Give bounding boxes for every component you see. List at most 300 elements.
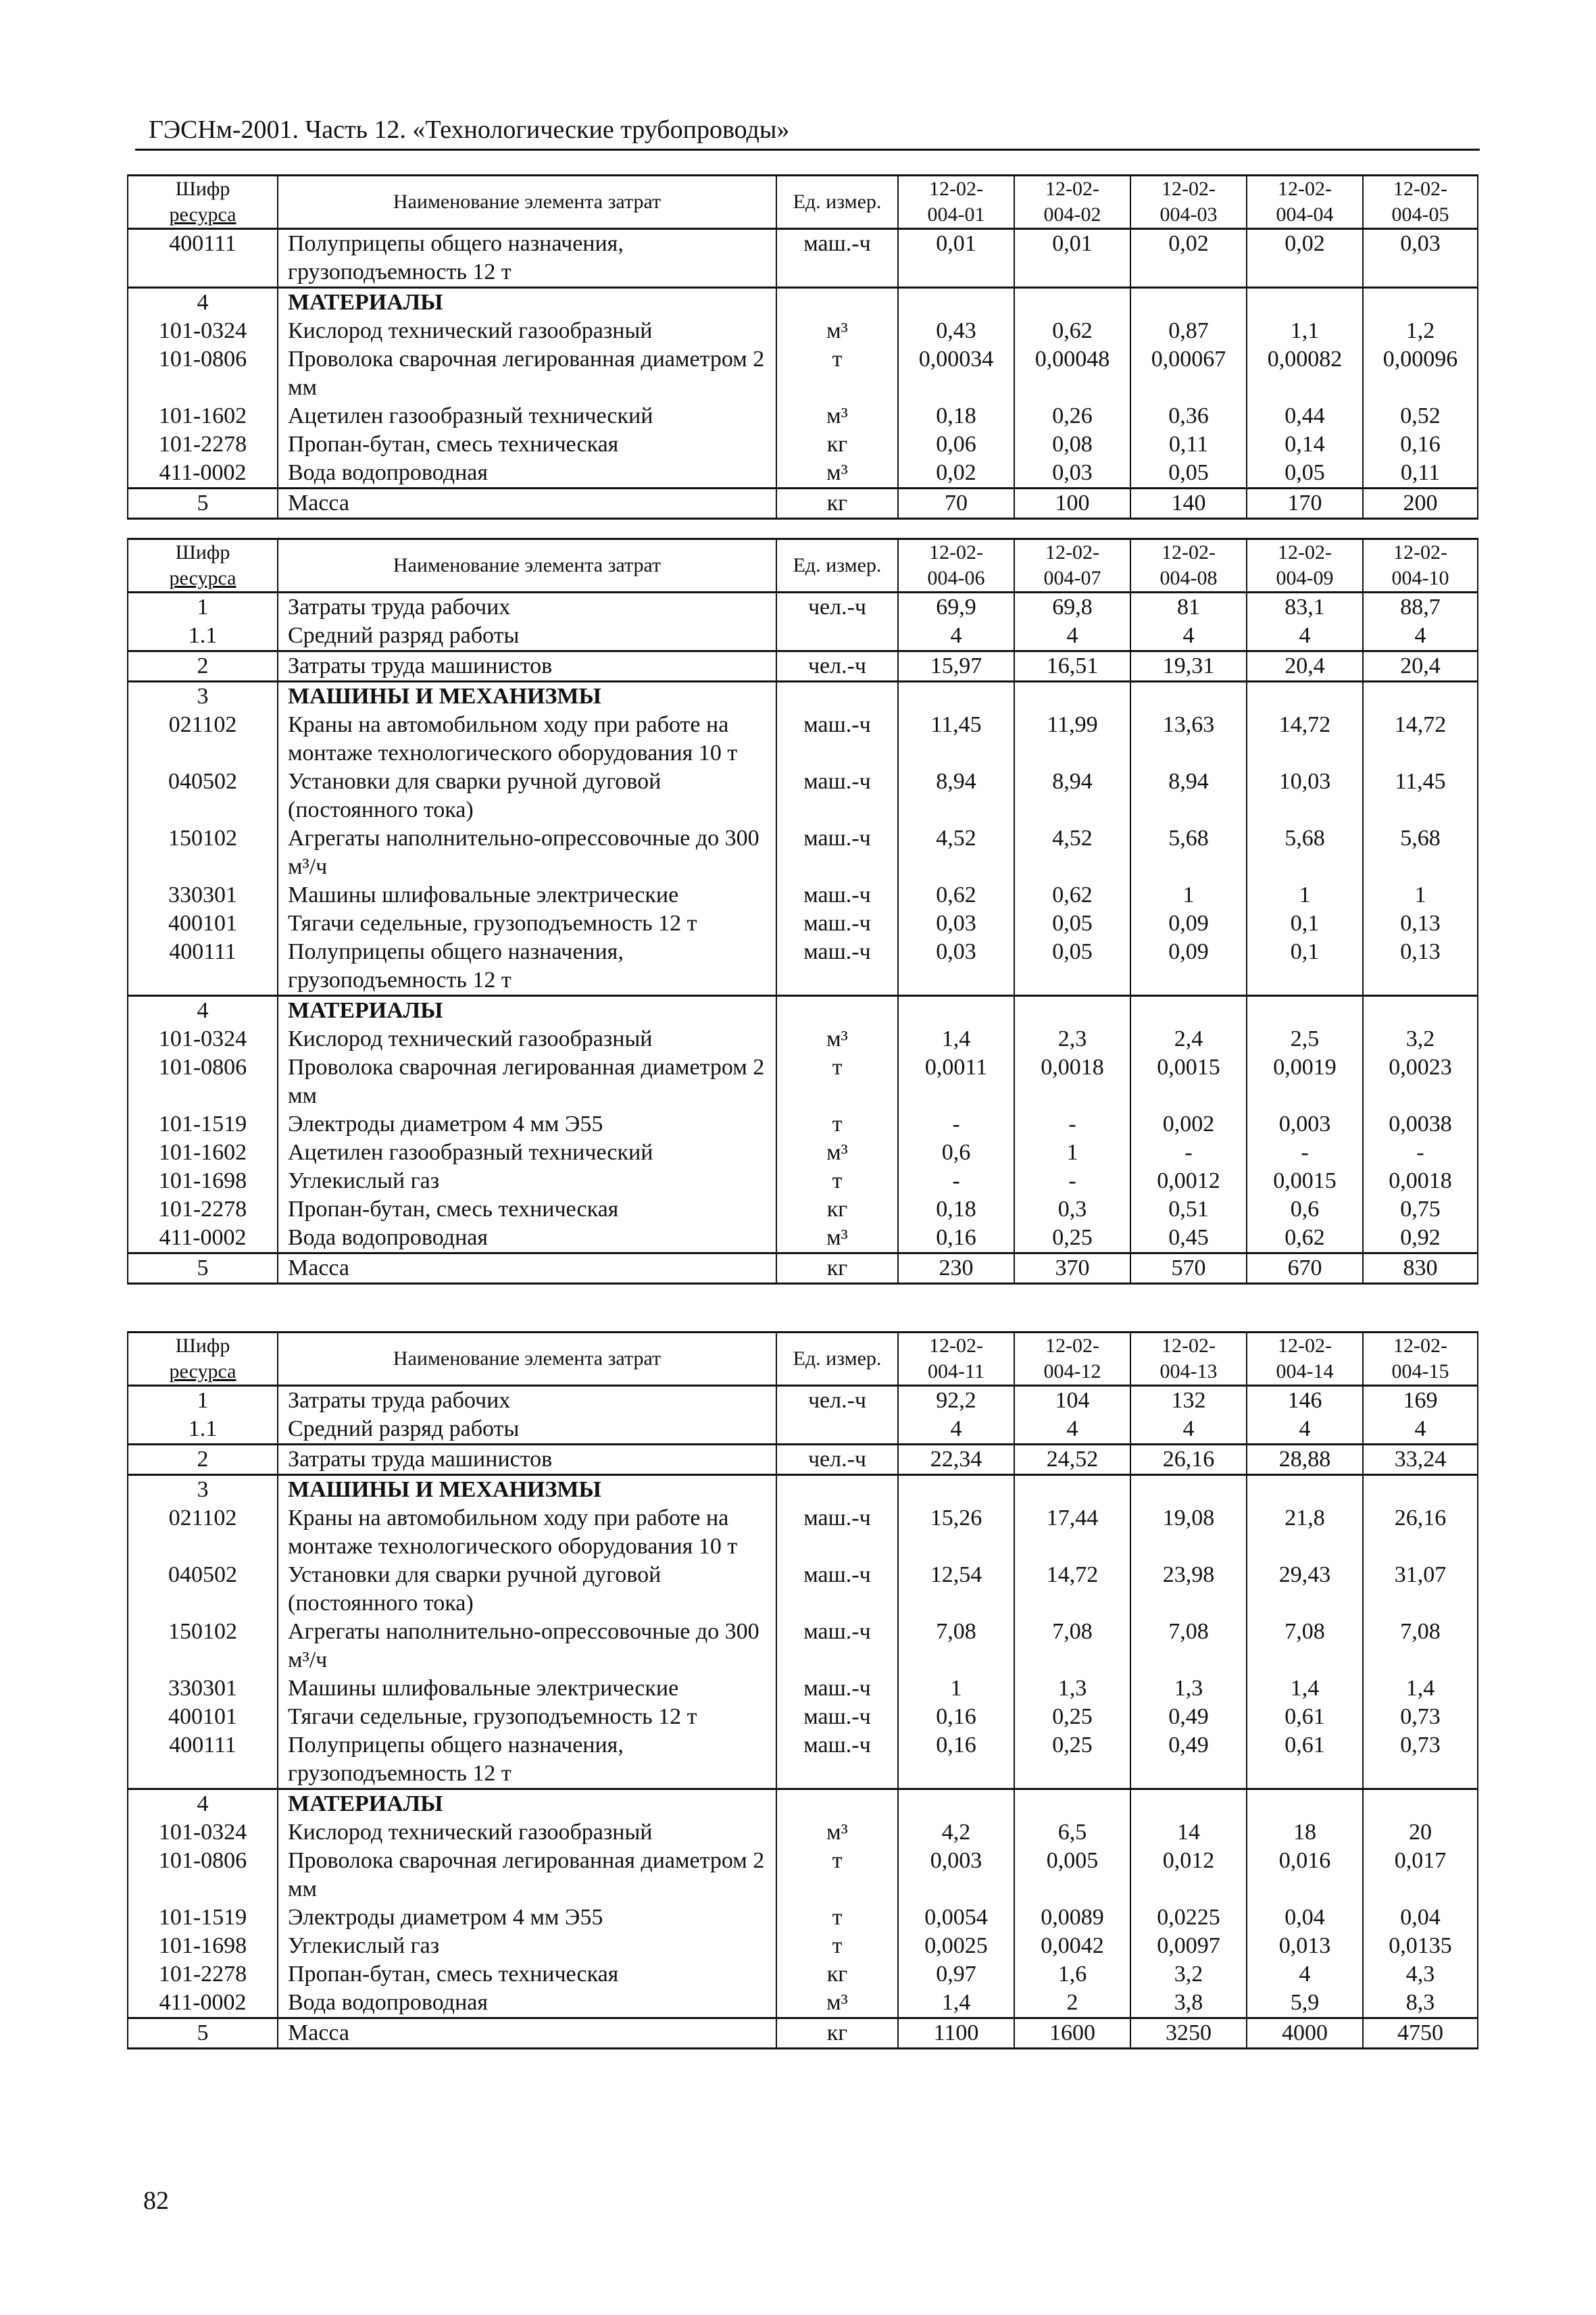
resource-code: 021102 [128,1504,278,1561]
norm-code-part1: 12-02- [1045,178,1099,200]
value-cell: 0,00034 [898,345,1014,402]
value-cell: 4 [1363,622,1478,651]
value-cell: 0,0011 [898,1053,1014,1110]
norm-code-header [1130,176,1247,229]
unit-cell: м³ [776,459,898,489]
value-cell: 0,0038 [1363,1110,1478,1139]
resource-name: Вода водопроводная [278,1989,776,2018]
value-cell [1130,1789,1247,1819]
value-cell [1247,682,1363,712]
resource-name: Установки для сварки ручной дуговой (постоянного тока) [278,768,776,824]
table-row [128,1989,1478,2018]
value-cell: 0,002 [1130,1110,1247,1139]
norm-code-part1: 12-02- [1393,1335,1447,1357]
value-cell: 69,9 [898,593,1014,622]
value-cell [1014,996,1130,1026]
value-cell: 0,09 [1130,938,1247,996]
table-row [128,1110,1478,1139]
value-cell: 370 [1014,1253,1130,1284]
resource-name: Краны на автомобильном ходу при работе на монтаже технологического оборудования 10 т [278,711,776,768]
value-cell: 2,4 [1130,1025,1247,1053]
value-cell: 0,0023 [1363,1053,1478,1110]
resource-name: Тягачи седельные, грузоподъемность 12 т [278,1703,776,1731]
unit-cell: т [776,1167,898,1195]
resource-name: Краны на автомобильном ходу при работе на монтаже технологического оборудования 10 т [278,1504,776,1561]
resource-code: 330301 [128,881,278,910]
table-row [128,1475,1478,1505]
value-cell: 0,05 [1014,938,1130,996]
table-row [128,1415,1478,1445]
resource-table-1 [127,174,1478,520]
value-cell: 1,2 [1363,317,1478,345]
norm-code-header [898,176,1014,229]
table-row [128,996,1478,1026]
table-row [128,1618,1478,1674]
resource-name: Кислород технический газообразный [278,1818,776,1847]
value-cell [1363,288,1478,318]
value-cell: 6,5 [1014,1818,1130,1847]
resource-name: Масса [278,2018,776,2049]
value-cell: 10,03 [1247,768,1363,824]
value-cell: 11,99 [1014,711,1130,768]
unit-cell: маш.-ч [776,1674,898,1703]
value-cell: 0,03 [898,938,1014,996]
value-cell: 0,013 [1247,1932,1363,1960]
resource-code-header [128,176,278,229]
value-cell: 1 [1014,1139,1130,1167]
value-cell: 1,3 [1130,1674,1247,1703]
value-cell: 11,45 [898,711,1014,768]
value-cell: 146 [1247,1386,1363,1416]
norm-code-header [1363,176,1478,229]
resource-code: 400111 [128,229,278,288]
value-cell: 0,0018 [1014,1053,1130,1110]
value-cell: 0,0042 [1014,1932,1130,1960]
value-cell: 0,02 [898,459,1014,489]
resource-name: Электроды диаметром 4 мм Э55 [278,1110,776,1139]
value-cell: 4000 [1247,2018,1363,2049]
norm-code-part2: 004-15 [1391,1360,1449,1383]
unit-cell: м³ [776,317,898,345]
unit-cell: т [776,345,898,402]
value-cell: 0,6 [1247,1195,1363,1224]
table-row [128,910,1478,938]
value-cell: 0,87 [1130,317,1247,345]
unit-cell: маш.-ч [776,910,898,938]
norm-code-header [1014,176,1130,229]
resource-code: 101-0324 [128,1025,278,1053]
value-cell: 31,07 [1363,1561,1478,1618]
value-cell: 4,2 [898,1818,1014,1847]
value-cell: 22,34 [898,1445,1014,1475]
resource-code-header [128,1333,278,1386]
value-cell: 3,2 [1363,1025,1478,1053]
value-cell [898,1789,1014,1819]
value-cell: 1 [1363,881,1478,910]
resource-code: 4 [128,996,278,1026]
value-cell: - [1247,1139,1363,1167]
norm-code-part2: 004-05 [1391,203,1449,226]
unit-cell: маш.-ч [776,1731,898,1789]
value-cell: 2,3 [1014,1025,1130,1053]
table-row [128,317,1478,345]
value-cell: 0,1 [1247,938,1363,996]
value-cell: 1,6 [1014,1960,1130,1989]
norm-code-part2: 004-01 [927,203,985,226]
value-cell: 1600 [1014,2018,1130,2049]
value-cell: 0,73 [1363,1703,1478,1731]
resource-name: Масса [278,1253,776,1284]
value-cell: 24,52 [1014,1445,1130,1475]
value-cell: 23,98 [1130,1561,1247,1618]
unit-cell: маш.-ч [776,881,898,910]
header-row [128,1333,1478,1386]
value-cell: 0,73 [1363,1731,1478,1789]
resource-name: Полуприцепы общего назначения, грузоподъемность 12 т [278,938,776,996]
value-cell: 0,0097 [1130,1932,1247,1960]
value-cell: - [1014,1167,1130,1195]
value-cell [1014,288,1130,318]
value-cell: 0,75 [1363,1195,1478,1224]
value-cell: 0,49 [1130,1731,1247,1789]
value-cell: 0,49 [1130,1703,1247,1731]
unit-cell: кг [776,489,898,519]
value-cell [1130,682,1247,712]
norm-code-header [1130,1333,1247,1386]
unit-cell: т [776,1903,898,1932]
value-cell: 140 [1130,489,1247,519]
resource-code: 101-1519 [128,1903,278,1932]
value-cell: 104 [1014,1386,1130,1416]
value-cell: 1 [1247,881,1363,910]
value-cell: 15,26 [898,1504,1014,1561]
resource-code: 411-0002 [128,1224,278,1253]
value-cell: 0,02 [1247,229,1363,288]
value-cell: 0,04 [1247,1903,1363,1932]
value-cell: 0,26 [1014,402,1130,430]
value-cell: 7,08 [1363,1618,1478,1674]
resource-name: Затраты труда машинистов [278,651,776,682]
resource-code: 1.1 [128,622,278,651]
norm-code-part2: 004-12 [1043,1360,1101,1383]
resource-code: 330301 [128,1674,278,1703]
resource-name: Полуприцепы общего назначения, грузоподъемность 12 т [278,229,776,288]
resource-name: Кислород технический газообразный [278,317,776,345]
value-cell: 0,03 [1014,459,1130,489]
value-cell: 19,08 [1130,1504,1247,1561]
header-row [128,176,1478,229]
value-cell: 0,36 [1130,402,1247,430]
table-row [128,768,1478,824]
value-cell: 0,03 [1363,229,1478,288]
table-row [128,1847,1478,1903]
value-cell: 0,51 [1130,1195,1247,1224]
unit-cell: чел.-ч [776,651,898,682]
value-cell: 4 [1130,1415,1247,1445]
table-row [128,1731,1478,1789]
value-cell: 0,016 [1247,1847,1363,1903]
unit-cell [776,1789,898,1819]
value-cell: 0,16 [898,1703,1014,1731]
table-row [128,824,1478,881]
value-cell: 0,00096 [1363,345,1478,402]
value-cell: 14,72 [1014,1561,1130,1618]
table-row [128,1960,1478,1989]
value-cell: 0,44 [1247,402,1363,430]
value-cell: 0,16 [1363,430,1478,459]
value-cell: 0,0012 [1130,1167,1247,1195]
value-cell: 132 [1130,1386,1247,1416]
unit-cell: кг [776,1195,898,1224]
value-cell: 0,05 [1014,910,1130,938]
table-row [128,1053,1478,1110]
unit-cell: т [776,1110,898,1139]
value-cell: 12,54 [898,1561,1014,1618]
resource-code: 150102 [128,1618,278,1674]
value-cell: 4 [1247,1415,1363,1445]
resource-code: 400111 [128,938,278,996]
value-cell: 7,08 [1247,1618,1363,1674]
resource-name: МАШИНЫ И МЕХАНИЗМЫ [278,1475,776,1505]
unit-cell: чел.-ч [776,593,898,622]
value-cell [1363,1475,1478,1505]
norm-code-part1: 12-02- [929,541,983,564]
value-cell: 4,52 [1014,824,1130,881]
resource-name: Проволока сварочная легированная диаметром 2 мм [278,1053,776,1110]
value-cell: 88,7 [1363,593,1478,622]
value-cell: 4 [1247,622,1363,651]
value-cell: 0,61 [1247,1731,1363,1789]
value-cell: 2 [1014,1989,1130,2018]
norm-code-header [1247,539,1363,593]
resource-code: 400101 [128,1703,278,1731]
table-row [128,682,1478,712]
value-cell [1363,1789,1478,1819]
value-cell: 1 [898,1674,1014,1703]
value-cell [1014,1475,1130,1505]
value-cell: 29,43 [1247,1561,1363,1618]
value-cell: 0,62 [1247,1224,1363,1253]
value-cell [1130,1475,1247,1505]
value-cell [1014,682,1130,712]
value-cell: 0,017 [1363,1847,1478,1903]
resource-name: МАТЕРИАЛЫ [278,1789,776,1819]
value-cell [1247,996,1363,1026]
value-cell: 4 [1130,622,1247,651]
table-row [128,288,1478,318]
value-cell: 0,0015 [1130,1053,1247,1110]
norm-code-part1: 12-02- [1393,178,1447,200]
norm-code-part1: 12-02- [1162,178,1216,200]
value-cell: 0,09 [1130,910,1247,938]
value-cell: 0,05 [1247,459,1363,489]
norm-code-header [1130,539,1247,593]
norm-code-part1: 12-02- [1278,1335,1332,1357]
resource-code: 5 [128,489,278,519]
resource-name: Установки для сварки ручной дуговой (постоянного тока) [278,1561,776,1618]
value-cell: 0,0015 [1247,1167,1363,1195]
resource-code: 101-2278 [128,1195,278,1224]
resource-code: 101-0324 [128,1818,278,1847]
resource-name: Кислород технический газообразный [278,1025,776,1053]
value-cell: 0,25 [1014,1731,1130,1789]
resource-code: 101-1519 [128,1110,278,1139]
value-cell: 26,16 [1363,1504,1478,1561]
unit-cell: м³ [776,1224,898,1253]
value-cell: 83,1 [1247,593,1363,622]
resource-code-header-line2: ресурса [169,1360,236,1383]
table-row [128,1167,1478,1195]
norm-code-part1: 12-02- [1162,541,1216,564]
value-cell: 0,08 [1014,430,1130,459]
resource-name: Электроды диаметром 4 мм Э55 [278,1903,776,1932]
value-cell [1247,1475,1363,1505]
value-cell: 0,0025 [898,1932,1014,1960]
value-cell: 0,14 [1247,430,1363,459]
resource-code: 101-1602 [128,1139,278,1167]
resource-code: 1 [128,1386,278,1416]
resource-code: 2 [128,1445,278,1475]
resource-name: Пропан-бутан, смесь техническая [278,1960,776,1989]
value-cell: 0,11 [1363,459,1478,489]
unit-cell: маш.-ч [776,1703,898,1731]
unit-cell: маш.-ч [776,229,898,288]
value-cell: 0,0225 [1130,1903,1247,1932]
norm-code-header [1014,1333,1130,1386]
value-cell: 2,5 [1247,1025,1363,1053]
resource-name: Проволока сварочная легированная диаметром 2 мм [278,345,776,402]
value-cell: 17,44 [1014,1504,1130,1561]
resource-name: Средний разряд работы [278,1415,776,1445]
resource-code: 101-2278 [128,430,278,459]
resource-code: 3 [128,1475,278,1505]
value-cell: 7,08 [1014,1618,1130,1674]
norm-code-part2: 004-03 [1159,203,1218,226]
value-cell: 33,24 [1363,1445,1478,1475]
resource-code: 101-0806 [128,345,278,402]
resource-code: 4 [128,288,278,318]
value-cell: 13,63 [1130,711,1247,768]
unit-cell: м³ [776,1818,898,1847]
norm-code-part1: 12-02- [1393,541,1447,564]
norm-code-part1: 12-02- [1278,178,1332,200]
value-cell: 170 [1247,489,1363,519]
value-cell: 11,45 [1363,768,1478,824]
table-row [128,593,1478,622]
value-cell: 8,94 [1130,768,1247,824]
value-cell: - [1014,1110,1130,1139]
value-cell: 1,4 [1363,1674,1478,1703]
value-cell: 0,62 [898,881,1014,910]
unit-cell [776,996,898,1026]
norm-code-header [1363,539,1478,593]
table-row [128,2018,1478,2049]
norm-code-part1: 12-02- [929,178,983,200]
table-row [128,1903,1478,1932]
table-row [128,1195,1478,1224]
value-cell [1247,288,1363,318]
unit-cell: м³ [776,1139,898,1167]
value-cell: 3,8 [1130,1989,1247,2018]
resource-code-header-line2: ресурса [169,203,236,226]
value-cell: 81 [1130,593,1247,622]
value-cell: 1100 [898,2018,1014,2049]
value-cell: 0,0135 [1363,1932,1478,1960]
resource-code: 101-0806 [128,1053,278,1110]
value-cell: 0,0089 [1014,1903,1130,1932]
value-cell: 14,72 [1247,711,1363,768]
unit-cell: м³ [776,1989,898,2018]
norm-code-header [1363,1333,1478,1386]
unit-header: Ед. измер. [776,539,898,593]
resource-name: Масса [278,489,776,519]
unit-cell: маш.-ч [776,1561,898,1618]
unit-cell: маш.-ч [776,1618,898,1674]
value-cell: 3250 [1130,2018,1247,2049]
resource-code: 5 [128,2018,278,2049]
resource-name: Машины шлифовальные электрические [278,881,776,910]
value-cell: 0,61 [1247,1703,1363,1731]
resource-code: 4 [128,1789,278,1819]
value-cell: 1,4 [898,1025,1014,1053]
value-cell [1130,996,1247,1026]
value-cell: 0,00048 [1014,345,1130,402]
resource-code: 101-1602 [128,402,278,430]
resource-code: 101-0324 [128,317,278,345]
value-cell: 0,25 [1014,1224,1130,1253]
norm-code-part2: 004-06 [927,567,985,589]
resource-code-header [128,539,278,593]
table-row [128,1674,1478,1703]
value-cell: - [898,1110,1014,1139]
value-cell: 0,18 [898,402,1014,430]
page-header [135,114,1480,151]
value-cell: 4 [1014,1415,1130,1445]
norm-code-part1: 12-02- [1162,1335,1216,1357]
value-cell: 0,92 [1363,1224,1478,1253]
table-row [128,711,1478,768]
table-row [128,1386,1478,1416]
header-row [128,539,1478,593]
unit-cell: кг [776,1960,898,1989]
resource-code: 040502 [128,1561,278,1618]
value-cell: 4,52 [898,824,1014,881]
value-cell: 4 [1363,1415,1478,1445]
page-number: 82 [143,2187,169,2215]
unit-cell: чел.-ч [776,1386,898,1416]
value-cell: 169 [1363,1386,1478,1416]
value-cell [898,682,1014,712]
value-cell: 4 [1014,622,1130,651]
value-cell: 0,01 [1014,229,1130,288]
value-cell: 21,8 [1247,1504,1363,1561]
norm-code-part1: 12-02- [1278,541,1332,564]
table-row [128,1253,1478,1284]
resource-code: 400111 [128,1731,278,1789]
value-cell [898,1475,1014,1505]
norm-code-part2: 004-11 [928,1360,984,1383]
resource-table-2 [127,538,1478,1285]
resource-name: Агрегаты наполнительно-опрессовочные до 300 м³/ч [278,824,776,881]
value-cell: 0,005 [1014,1847,1130,1903]
value-cell: 0,03 [898,910,1014,938]
value-cell: 0,3 [1014,1195,1130,1224]
resource-name: МАШИНЫ И МЕХАНИЗМЫ [278,682,776,712]
value-cell: 20 [1363,1818,1478,1847]
name-header: Наименование элемента затрат [278,539,776,593]
value-cell: 1,4 [898,1989,1014,2018]
unit-cell: маш.-ч [776,768,898,824]
